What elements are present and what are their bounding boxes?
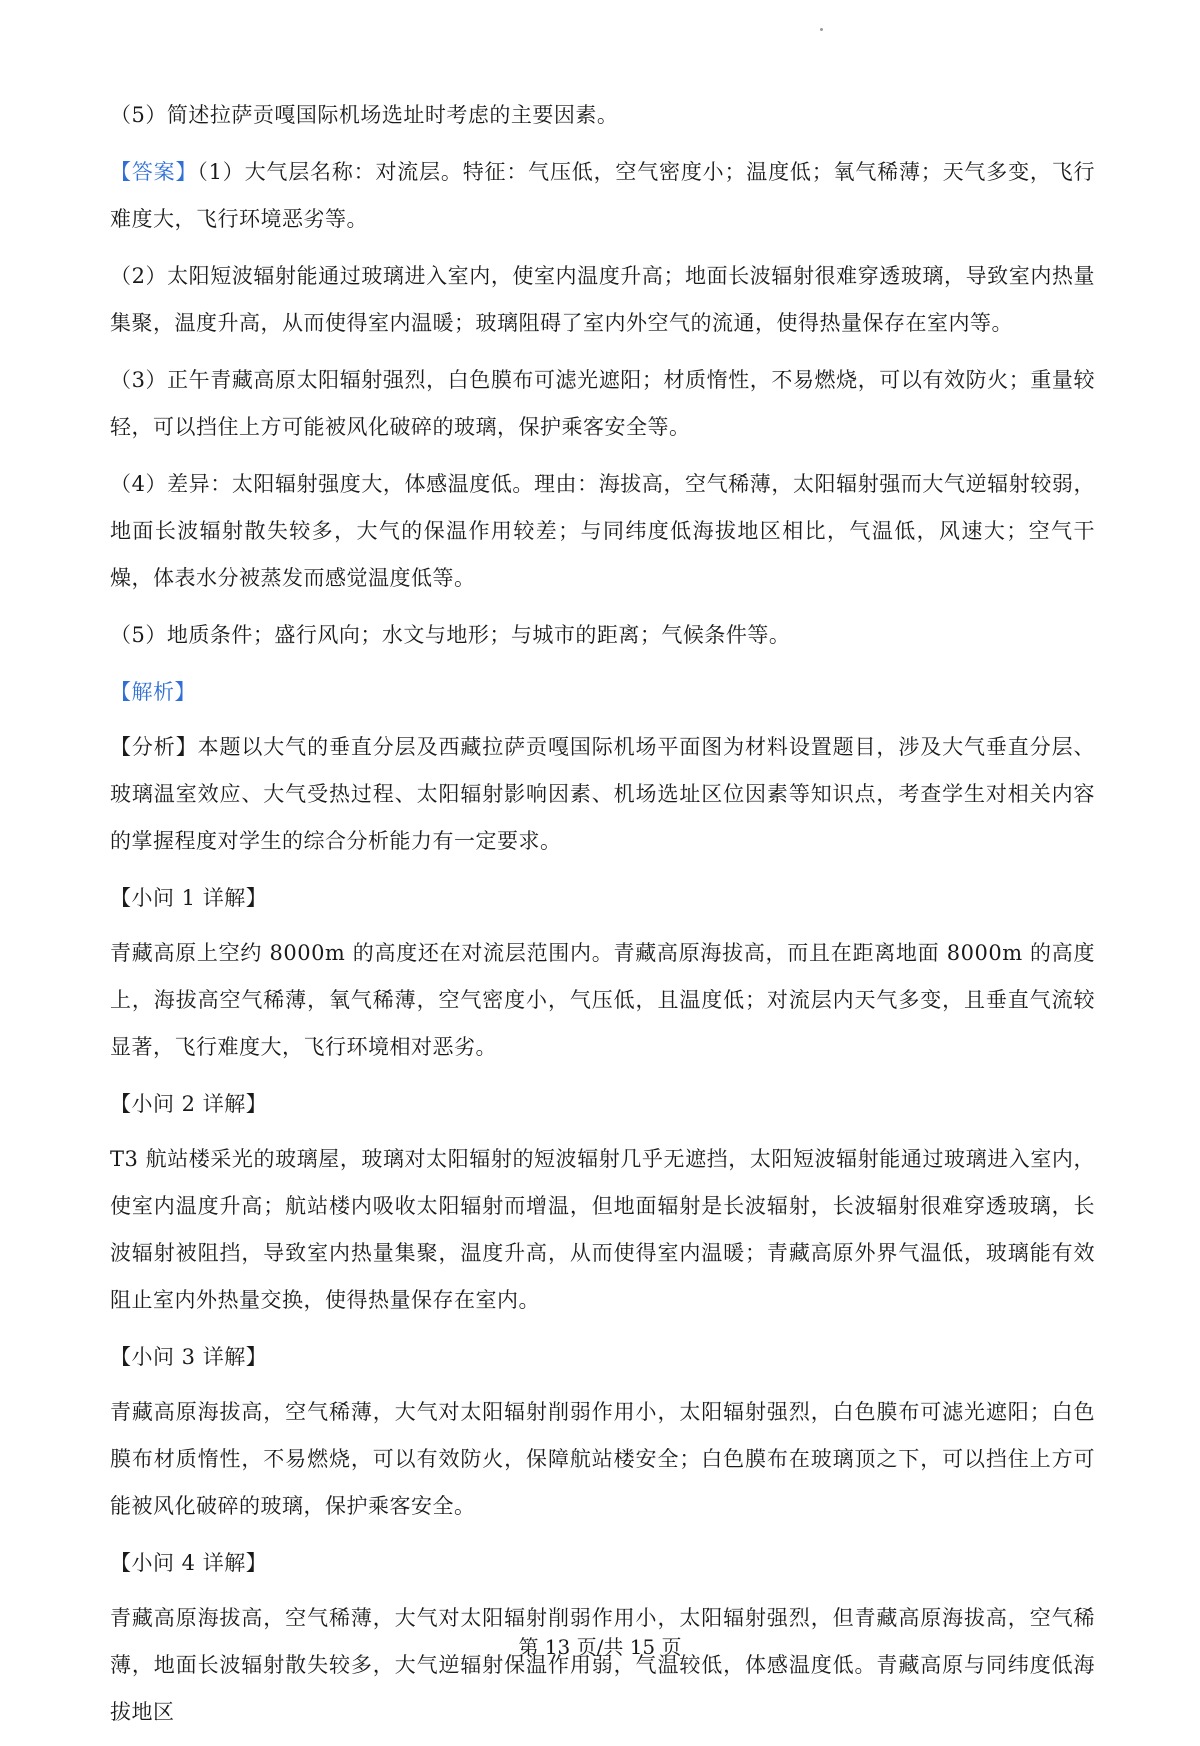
sub-question-3-body: 青藏高原海拔高，空气稀薄，大气对太阳辐射削弱作用小，太阳辐射强烈，白色膜布可滤光遮阳；白色膜布材质惰性，不易燃烧，可以有效防火，保障航站楼安全；白色膜布在玻璃顶之下，可以挡住上方可能被风化破碎的玻璃，保护乘客安全。 [110, 1400, 1095, 1518]
answer-1-text: （1）大气层名称：对流层。特征：气压低，空气密度小；温度低；氧气稀薄；天气多变，飞行难度大，飞行环境恶劣等。 [110, 160, 1096, 231]
answer-part-4: （4）差异：太阳辐射强度大，体感温度低。理由：海拔高，空气稀薄，太阳辐射强而大气逆辐射较弱，地面长波辐射散失较多，大气的保温作用较差；与同纬度低海拔地区相比，气温低，风速大；空气干燥，体表水分被蒸发而感觉温度低等。 [110, 472, 1095, 590]
sub-question-4-title: 【小问 4 详解】 [110, 1551, 268, 1575]
sub-question-2-title: 【小问 2 详解】 [110, 1092, 268, 1116]
sub-question-3-title: 【小问 3 详解】 [110, 1345, 268, 1369]
answer-tag: 【答案】 [110, 160, 198, 184]
question-5: （5）简述拉萨贡嘎国际机场选址时考虑的主要因素。 [110, 103, 619, 127]
answer-part-2: （2）太阳短波辐射能通过玻璃进入室内，使室内温度升高；地面长波辐射很难穿透玻璃，导致室内热量集聚，温度升高，从而使得室内温暖；玻璃阻碍了室内外空气的流通，使得热量保存在室内等。 [110, 264, 1095, 335]
sub-question-1-title: 【小问 1 详解】 [110, 886, 268, 910]
answer-part-5: （5）地质条件；盛行风向；水文与地形；与城市的距离；气候条件等。 [110, 623, 791, 647]
analysis-summary: 【分析】本题以大气的垂直分层及西藏拉萨贡嘎国际机场平面图为材料设置题目，涉及大气垂直分层、玻璃温室效应、大气受热过程、太阳辐射影响因素、机场选址区位因素等知识点，考查学生对相关内容的掌握程度对学生的综合分析能力有一定要求。 [110, 735, 1095, 853]
sub-question-2-body: T3 航站楼采光的玻璃屋，玻璃对太阳辐射的短波辐射几乎无遮挡，太阳短波辐射能通过玻璃进入室内，使室内温度升高；航站楼内吸收太阳辐射而增温，但地面辐射是长波辐射，长波辐射很难穿透玻璃，长波辐射被阻挡，导致室内热量集聚，温度升高，从而使得室内温暖；青藏高原外界气温低，玻璃能有效阻止室内外热量交换，使得热量保存在室内。 [110, 1147, 1095, 1312]
answer-part-3: （3）正午青藏高原太阳辐射强烈，白色膜布可滤光遮阳；材质惰性，不易燃烧，可以有效防火；重量较轻，可以挡住上方可能被风化破碎的玻璃，保护乘客安全等。 [110, 368, 1095, 439]
answer-part-1 [110, 149, 1095, 243]
analysis-tag: 【解析】 [110, 680, 196, 704]
sub-question-1-body: 青藏高原上空约 8000m 的高度还在对流层范围内。青藏高原海拔高，而且在距离地面 8000m 的高度上，海拔高空气稀薄，氧气稀薄，空气密度小，气压低，且温度低；对流层内天气多变，且垂直气流较显著，飞行难度大，飞行环境相对恶劣。 [110, 941, 1095, 1059]
page-number-footer: 第 13 页/共 15 页 [518, 1635, 682, 1659]
sub-question-4-body: 青藏高原海拔高，空气稀薄，大气对太阳辐射削弱作用小，太阳辐射强烈，但青藏高原海拔高，空气稀薄，地面长波辐射散失较多，大气逆辐射保温作用弱，气温较低，体感温度低。青藏高原与同纬度低海拔地区 [110, 1606, 1095, 1724]
scan-speck [820, 28, 823, 31]
page-content [110, 92, 1095, 1746]
